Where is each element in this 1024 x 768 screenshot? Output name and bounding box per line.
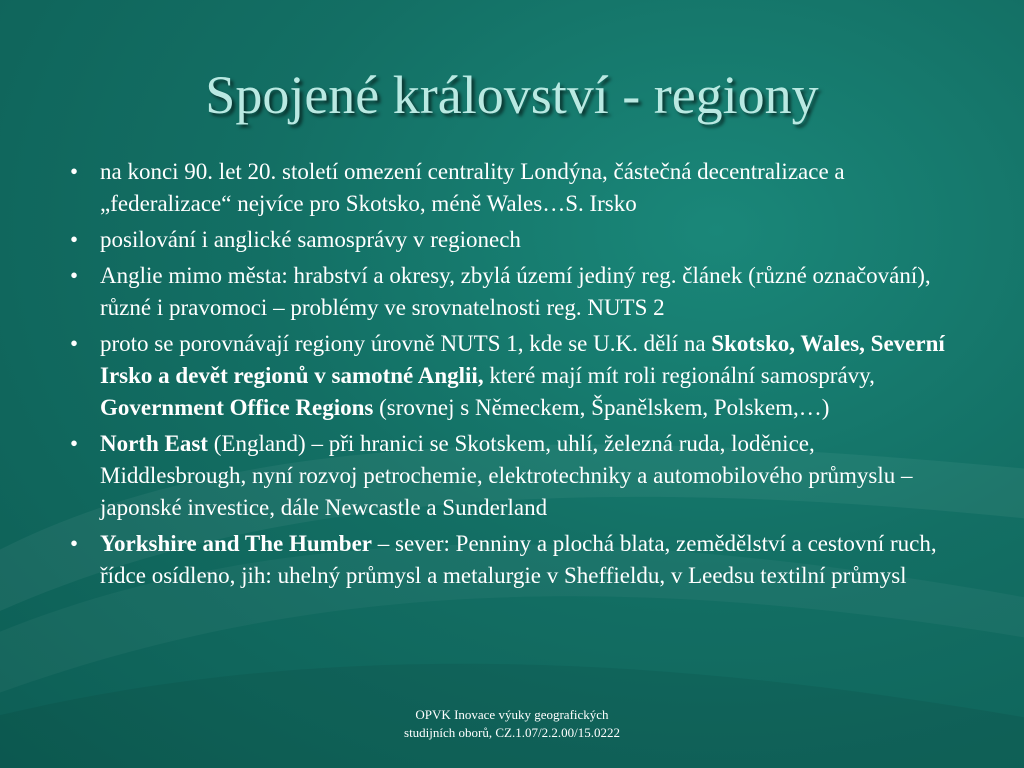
bullet-bold-text: Government Office Regions: [100, 395, 374, 420]
bullet-item: [64, 224, 964, 256]
bullet-item: [64, 428, 964, 524]
bullet-dot-icon: •: [69, 431, 79, 456]
bullet-dot-icon: •: [69, 331, 79, 356]
bullet-text: (England) – při hranici se Skotskem, uhlí, železná ruda, loděnice, Middlesbrough, nyní rozvoj petrochemie, elektrotechniky a automobilového průmyslu – japonské investice, dále Newcastle a Sunderland: [100, 431, 913, 520]
bullet-dot-icon: •: [69, 531, 79, 556]
bullet-item: [64, 528, 964, 592]
bullet-item: [64, 328, 964, 424]
bullet-text: posilování i anglické samosprávy v regionech: [100, 227, 521, 252]
bullet-text: Anglie mimo města: hrabství a okresy, zbylá území jediný reg. článek (různé označování), různé i pravomoci – problémy ve srovnatelnosti reg. NUTS 2: [100, 263, 931, 320]
bullet-bold-text: Yorkshire and The Humber: [100, 531, 373, 556]
bullet-dot-icon: •: [69, 159, 79, 184]
bullet-text: které mají mít roli regionální samosprávy,: [483, 363, 875, 388]
footer-line-1: OPVK Inovace výuky geografických: [415, 707, 609, 722]
footer-line-2: studijních oborů, CZ.1.07/2.2.00/15.0222: [404, 725, 620, 740]
bullet-text: – sever: Penniny a plochá blata, zemědělství a cestovní ruch, řídce osídleno, jih: uhelný průmysl a metalurgie v Sheffieldu, v Leedsu textilní průmysl: [100, 531, 937, 588]
bullet-bold-text: North East: [100, 431, 208, 456]
bullet-bold-text: Skotsko, Wales, Severní Irsko a devět regionů v samotné Anglii,: [100, 331, 945, 388]
bullet-text: (srovnej s Německem, Španělskem, Polskem,…): [373, 395, 830, 420]
slide-title: Spojené království - regiony: [205, 65, 819, 125]
bullet-list: [64, 156, 964, 596]
bullet-text: proto se porovnávají regiony úrovně NUTS 1, kde se U.K. dělí na: [100, 331, 712, 356]
bullet-item: [64, 156, 964, 220]
bullet-dot-icon: •: [69, 227, 79, 252]
slide-footer: [312, 706, 712, 742]
bullet-text: na konci 90. let 20. století omezení centrality Londýna, částečná decentralizace a „federalizace“ nejvíce pro Skotsko, méně Wales…S. Irsko: [100, 159, 845, 216]
bullet-item: [64, 260, 964, 324]
bullet-dot-icon: •: [69, 263, 79, 288]
